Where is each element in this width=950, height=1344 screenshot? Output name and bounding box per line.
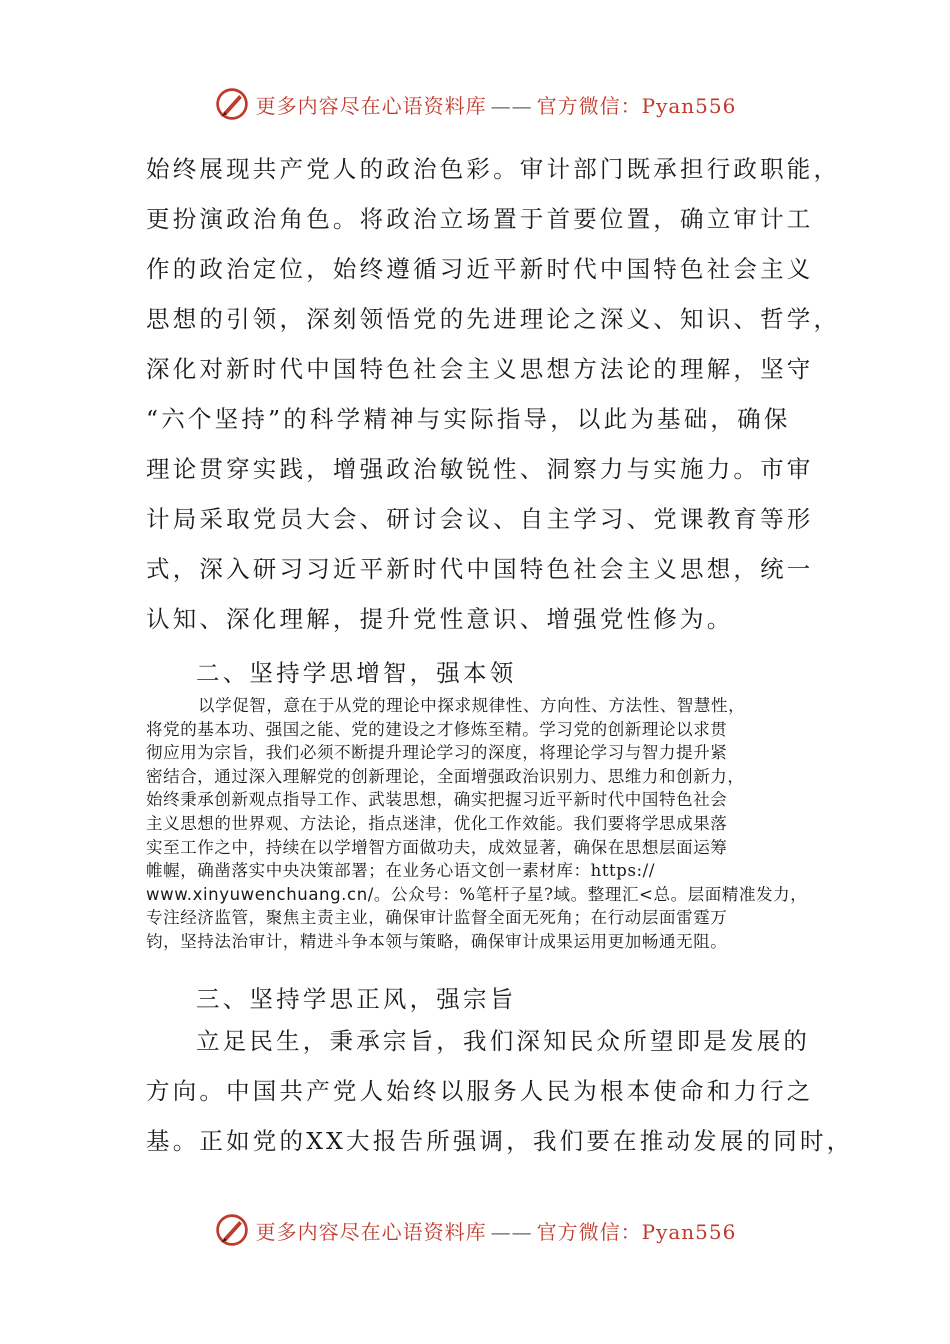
banner-title: 更多内容尽在心语资料库 — [255, 93, 487, 118]
text-line: 理论贯穿实践，增强政治敏锐性、洞察力与实施力。市审 — [146, 455, 814, 483]
text-line-rest: 。公众号：%笔杆子星?域。整理汇<总。层面精准发力， — [373, 884, 808, 904]
paragraph-1 — [146, 144, 841, 644]
text-line: 认知、深化理解，提升党性意识、增强党性修为。 — [146, 605, 734, 633]
banner-text — [256, 1216, 737, 1245]
text-line: 彻应用为宗旨，我们必须不断提升理论学习的深度，将理论学习与智力提升紧 — [146, 743, 728, 763]
paragraph-2 — [146, 694, 806, 954]
text-line: 更扮演政治角色。将政治立场置于首要位置，确立审计工 — [146, 205, 814, 233]
text-line: “六个坚持”的科学精神与实际指导，以此为基础，确保 — [146, 405, 791, 433]
text-line: 主义思想的世界观、方法论，指点迷津，优化工作效能。我们要将学思成果落 — [146, 813, 728, 833]
banner-text — [256, 90, 737, 119]
banner-wechat: 官方微信：Pyan556 — [536, 1219, 737, 1244]
paragraph-3 — [146, 1016, 854, 1166]
text-line: 思想的引领，深刻领悟党的先进理论之深义、知识、哲学， — [146, 305, 841, 333]
text-line: 基。正如党的XX大报告所强调，我们要在推动发展的同时， — [146, 1127, 854, 1155]
text-line: 式，深入研习习近平新时代中国特色社会主义思想，统一 — [146, 555, 814, 583]
text-line: 作的政治定位，始终遵循习近平新时代中国特色社会主义 — [146, 255, 814, 283]
banner-wechat: 官方微信：Pyan556 — [536, 93, 737, 118]
section-heading-2: 二、坚持学思增智，强本领 — [196, 659, 517, 687]
pen-logo-icon — [214, 86, 250, 122]
text-line: 立足民生，秉承宗旨，我们深知民众所望即是发展的 — [196, 1027, 811, 1055]
website-link[interactable]: www.xinyuwenchuang.cn/ — [146, 884, 374, 904]
text-line: 始终秉承创新观点指导工作、武装思想，确实把握习近平新时代中国特色社会 — [146, 790, 728, 810]
banner-separator: —— — [490, 1219, 533, 1244]
text-line: 密结合，通过深入理解党的创新理论，全面增强政治识别力、思维力和创新力， — [146, 766, 745, 786]
pen-logo-icon — [214, 1212, 250, 1248]
text-line: 计局采取党员大会、研讨会议、自主学习、党课教育等形 — [146, 505, 814, 533]
text-line: 深化对新时代中国特色社会主义思想方法论的理解，坚守 — [146, 355, 814, 383]
text-line: 方向。中国共产党人始终以服务人民为根本使命和力行之 — [146, 1077, 814, 1105]
text-line — [146, 883, 806, 907]
text-line: 钧，坚持法治审计，精进斗争本领与策略，确保审计成果运用更加畅通无阻。 — [146, 931, 728, 951]
section-heading-3: 三、坚持学思正风，强宗旨 — [196, 985, 517, 1013]
footer-banner — [0, 1208, 950, 1252]
banner-separator: —— — [490, 93, 533, 118]
text-line: 将党的基本功、强国之能、党的建设之才修炼至精。学习党的创新理论以求贯 — [146, 719, 728, 739]
text-line: 始终展现共产党人的政治色彩。审计部门既承担行政职能， — [146, 155, 841, 183]
text-line: 实至工作之中，持续在以学增智方面做功夫，成效显著，确保在思想层面运筹 — [146, 837, 728, 857]
text-line: 以学促智，意在于从党的理论中探求规律性、方向性、方法性、智慧性， — [198, 696, 746, 715]
text-line: 帷幄，确凿落实中央决策部署；在业务心语文创一素材库：https:// — [146, 861, 655, 881]
header-banner — [0, 82, 950, 126]
banner-title: 更多内容尽在心语资料库 — [255, 1219, 487, 1244]
text-line: 专注经济监管，聚焦主责主业，确保审计监督全面无死角；在行动层面雷霆万 — [146, 908, 728, 928]
